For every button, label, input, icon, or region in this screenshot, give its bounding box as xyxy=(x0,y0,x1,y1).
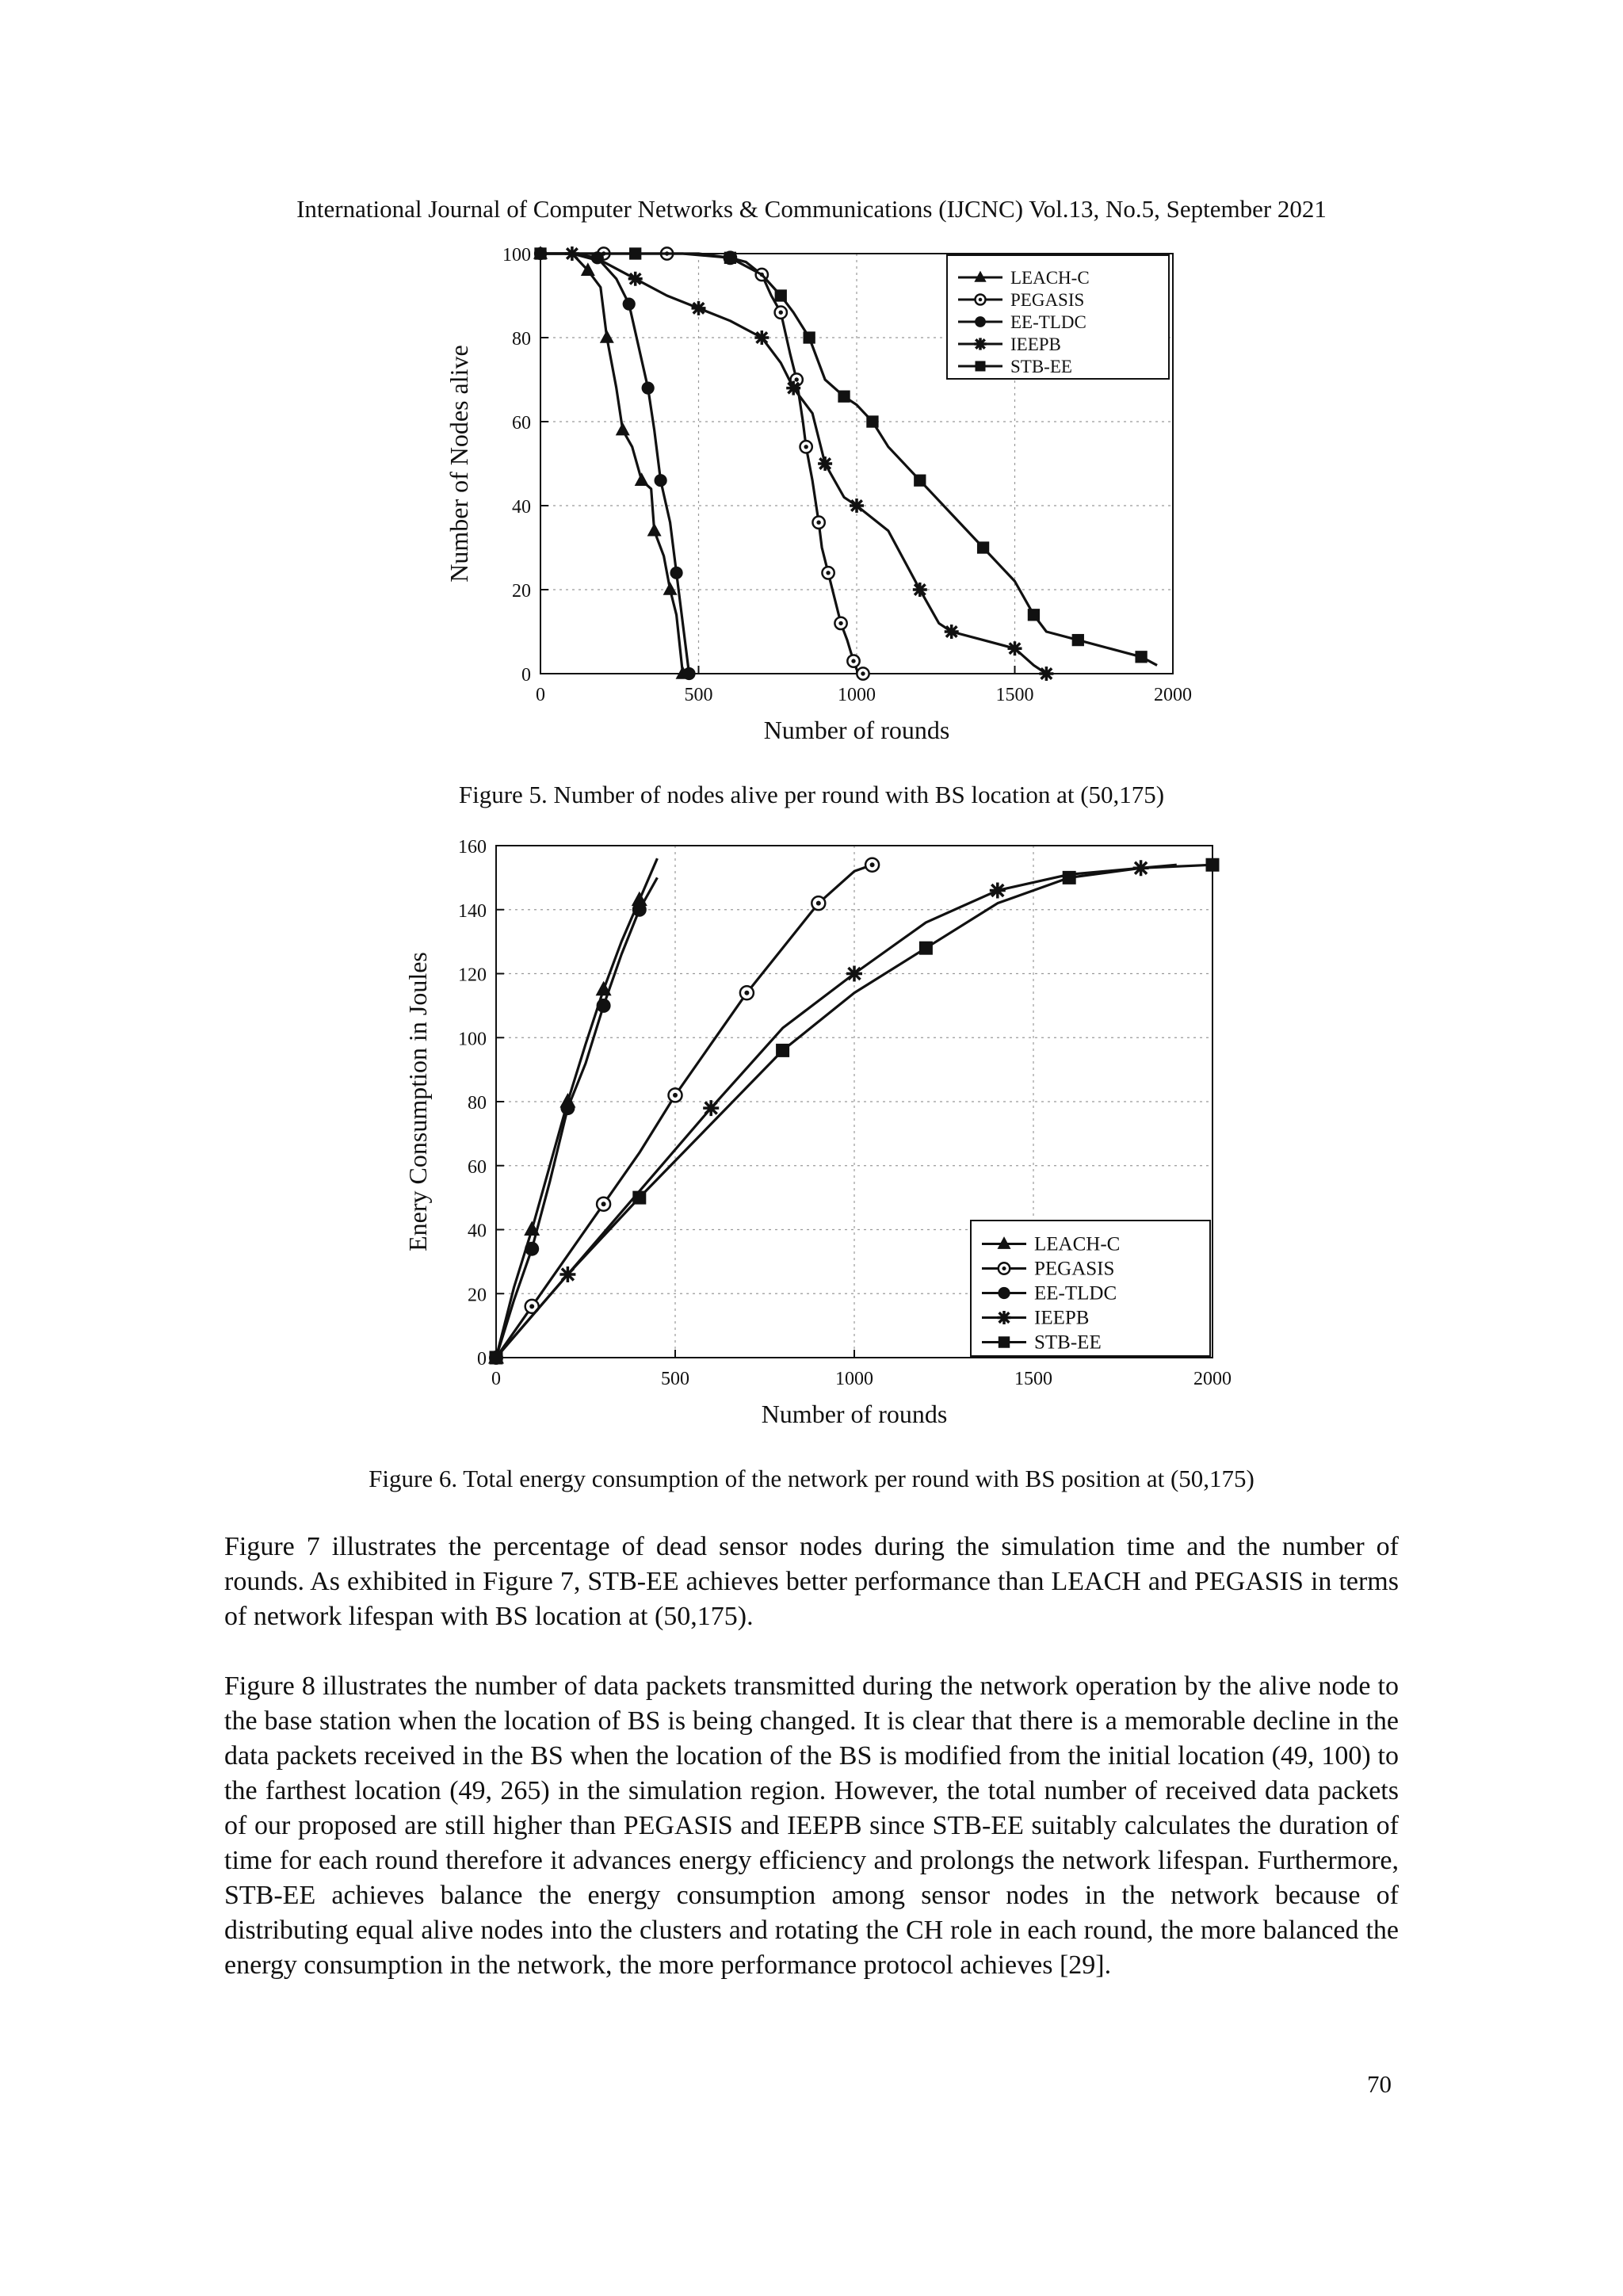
fig5-legend-marker-stb-ee xyxy=(975,361,985,371)
fig5-point-pegasis-center xyxy=(816,521,820,525)
fig6-point-stb-ee xyxy=(1063,871,1076,884)
figure6-caption: Figure 6. Total energy consumption of the network per round with BS position at (50,175) xyxy=(369,1465,1254,1492)
fig5-point-pegasis xyxy=(800,441,812,453)
fig5-point-pegasis xyxy=(847,655,859,667)
fig6-point-ee-tldc xyxy=(632,903,647,917)
fig5-line-ee-tldc xyxy=(540,254,689,674)
fig5-point-ee-tldc xyxy=(623,298,636,311)
figure6-chart xyxy=(396,828,1236,1431)
fig6-point-ee-tldc xyxy=(560,1101,575,1115)
fig5-ytick-label: 100 xyxy=(502,245,531,266)
fig6-point-pegasis-center xyxy=(529,1304,534,1308)
fig6-point-stb-ee xyxy=(632,1191,646,1205)
fig6-legend-label-pegasis: PEGASIS xyxy=(1034,1258,1115,1280)
fig6-xtick-label: 1000 xyxy=(835,1369,873,1389)
fig6-line-pegasis xyxy=(496,865,873,1358)
fig6-point-pegasis-center xyxy=(673,1093,678,1098)
fig6-point-ieepb xyxy=(990,883,1006,899)
fig5-point-ieepb xyxy=(945,625,959,639)
fig6-line-ee-tldc xyxy=(496,877,657,1358)
fig5-point-stb-ee xyxy=(1072,634,1084,646)
fig5-ytick-label: 80 xyxy=(512,329,531,350)
fig5-point-ieepb xyxy=(913,583,927,597)
fig5-point-pegasis xyxy=(775,307,787,319)
fig5-point-ieepb xyxy=(1039,667,1053,681)
fig6-ytick-label: 40 xyxy=(468,1221,487,1242)
fig6-ytick-label: 140 xyxy=(458,900,487,922)
fig5-point-stb-ee xyxy=(1135,651,1147,663)
fig6-ytick-label: 60 xyxy=(468,1156,487,1178)
fig5-legend-label-stb-ee: STB-EE xyxy=(1010,357,1072,376)
fig6-point-pegasis xyxy=(597,1198,610,1211)
fig5-point-ieepb xyxy=(850,499,864,513)
fig5-point-stb-ee xyxy=(629,247,641,259)
fig5-point-pegasis xyxy=(812,517,824,529)
fig6-point-ieepb xyxy=(703,1100,719,1116)
fig5-point-ieepb xyxy=(754,330,769,345)
fig5-point-ieepb xyxy=(628,272,643,286)
fig5-xtick-label: 2000 xyxy=(1154,685,1192,705)
journal-header: International Journal of Computer Networks & Communications (IJCNC) Vol.13, No.5, September 2021 xyxy=(296,195,1327,223)
fig6-xlabel: Number of rounds xyxy=(761,1400,948,1428)
fig6-point-pegasis-center xyxy=(601,1201,606,1206)
fig5-point-leach-c xyxy=(600,330,614,343)
fig5-legend xyxy=(947,255,1169,379)
fig6-xtick-label: 2000 xyxy=(1193,1369,1232,1389)
fig5-line-pegasis xyxy=(540,254,863,674)
fig5-point-pegasis-center xyxy=(826,571,830,575)
fig6-series-pegasis xyxy=(496,858,879,1358)
fig5-point-ieepb xyxy=(786,381,800,395)
fig5-legend-label-ee-tldc: EE-TLDC xyxy=(1010,312,1086,332)
fig5-point-stb-ee xyxy=(724,252,736,264)
fig6-legend-label-ieepb: IEEPB xyxy=(1034,1307,1090,1329)
fig5-point-stb-ee xyxy=(775,289,787,301)
fig5-point-pegasis-center xyxy=(861,671,865,675)
fig6-xtick-label: 0 xyxy=(491,1369,501,1389)
fig6-legend xyxy=(971,1221,1210,1356)
fig6-legend-marker-ee-tldc xyxy=(998,1287,1010,1299)
fig6-point-stb-ee xyxy=(776,1044,789,1057)
fig6-legend-label-leach-c: LEACH-C xyxy=(1034,1233,1121,1255)
paragraph-figure7: Figure 7 illustrates the percentage of dead sensor nodes during the simulation time and the number of rounds. As exhibited in Figure 7, STB-EE achieves better performance than LEACH and PEGASIS in terms of network lifespan with BS location at (50,175). xyxy=(224,1532,1399,1631)
fig5-ytick-label: 60 xyxy=(512,413,531,434)
page-number: 70 xyxy=(1367,2070,1392,2098)
fig6-ytick-label: 20 xyxy=(468,1285,487,1306)
fig5-point-pegasis-center xyxy=(851,659,855,663)
fig6-point-ee-tldc xyxy=(597,999,611,1013)
figure5-chart xyxy=(412,238,1212,761)
fig5-point-leach-c xyxy=(663,582,678,595)
fig5-point-stb-ee xyxy=(914,475,926,487)
fig6-point-stb-ee xyxy=(490,1351,503,1365)
fig5-line-leach-c xyxy=(540,254,683,674)
fig5-point-pegasis xyxy=(822,567,834,579)
fig5-ytick-label: 20 xyxy=(512,581,531,602)
fig6-point-pegasis xyxy=(669,1088,682,1102)
fig6-point-pegasis xyxy=(740,986,754,999)
fig6-ytick-label: 80 xyxy=(468,1093,487,1114)
fig5-point-leach-c xyxy=(647,523,662,537)
fig6-point-pegasis xyxy=(812,896,825,910)
fig6-point-ieepb xyxy=(846,966,862,982)
fig6-point-pegasis-center xyxy=(870,862,875,867)
fig5-ytick-label: 0 xyxy=(521,665,531,686)
fig5-point-ee-tldc xyxy=(682,667,695,680)
fig5-xtick-label: 1000 xyxy=(838,685,876,705)
fig6-ytick-label: 120 xyxy=(458,965,487,986)
fig5-point-pegasis xyxy=(857,667,869,679)
fig6-point-pegasis-center xyxy=(816,901,821,906)
fig5-point-stb-ee xyxy=(977,541,989,553)
fig5-point-ee-tldc xyxy=(642,382,655,395)
fig5-legend-label-leach-c: LEACH-C xyxy=(1010,268,1090,288)
fig6-point-ee-tldc xyxy=(525,1242,539,1256)
fig5-point-stb-ee xyxy=(866,415,878,427)
fig6-ylabel: Enery Consumption in Joules xyxy=(403,952,432,1251)
fig5-point-ieepb xyxy=(1008,641,1022,655)
fig5-xtick-label: 0 xyxy=(536,685,545,705)
fig6-series-ee-tldc xyxy=(489,877,657,1365)
fig5-ylabel: Number of Nodes alive xyxy=(445,345,473,583)
fig5-point-ieepb xyxy=(692,301,706,315)
fig6-point-pegasis xyxy=(865,858,879,872)
fig5-legend-marker-ieepb xyxy=(974,338,986,350)
fig6-point-stb-ee xyxy=(919,942,933,955)
fig6-legend-marker-stb-ee xyxy=(999,1336,1010,1347)
fig5-point-leach-c xyxy=(635,472,649,486)
fig5-legend-label-ieepb: IEEPB xyxy=(1010,334,1061,354)
fig5-series-leach-c xyxy=(533,246,690,679)
fig5-point-pegasis-center xyxy=(794,377,798,381)
fig5-point-ee-tldc xyxy=(670,567,682,579)
fig5-point-stb-ee xyxy=(838,391,850,403)
paragraph-figure8: Figure 8 illustrates the number of data packets transmitted during the network operation by the alive node to the base station when the location of BS is being changed. It is clear that there is a memorable decline in the data packets received in the BS when the location of the BS is modified from the initial location (49, 100) to the farthest location (49, 265) in the simulation region. However, the total number of received data packets of our proposed are still higher than PEGASIS and IEEPB since STB-EE suitably calculates the duration of time for each round therefore it advances energy efficiency and prolongs the network lifespan. Furthermore, STB-EE achieves balance the energy consumption among sensor nodes in the network because of distributing equal alive nodes into the clusters and rotating the CH role in each round, the more balanced the energy consumption in the network, the more performance protocol achieves [29]. xyxy=(224,1671,1399,1980)
fig5-point-stb-ee xyxy=(804,331,815,343)
fig6-legend-marker-pegasis xyxy=(999,1263,1010,1274)
fig6-ytick-label: 160 xyxy=(458,837,487,858)
fig6-point-stb-ee xyxy=(1206,858,1220,872)
figure5-caption: Figure 5. Number of nodes alive per round with BS location at (50,175) xyxy=(458,781,1165,808)
fig6-xtick-label: 1500 xyxy=(1014,1369,1052,1389)
fig5-legend-label-pegasis: PEGASIS xyxy=(1010,290,1085,310)
fig6-ytick-label: 0 xyxy=(477,1349,487,1370)
fig5-series-ee-tldc xyxy=(534,247,696,680)
fig5-ytick-label: 40 xyxy=(512,497,531,518)
fig6-legend-label-ee-tldc: EE-TLDC xyxy=(1034,1282,1117,1305)
fig5-xtick-label: 500 xyxy=(684,685,713,705)
fig5-point-pegasis xyxy=(834,617,846,629)
fig5-point-leach-c xyxy=(616,422,630,436)
fig5-legend-marker-pegasis xyxy=(975,294,985,304)
fig5-point-stb-ee xyxy=(534,247,546,259)
fig5-legend-marker-pegasis-center xyxy=(979,298,983,302)
fig5-point-ee-tldc xyxy=(655,474,667,487)
fig5-point-ieepb xyxy=(818,457,832,471)
fig6-legend-marker-pegasis-center xyxy=(1002,1266,1006,1270)
fig6-legend-label-stb-ee: STB-EE xyxy=(1034,1331,1102,1354)
fig6-xtick-label: 500 xyxy=(661,1369,689,1389)
fig5-xtick-label: 1500 xyxy=(995,685,1034,705)
fig6-legend-marker-ieepb xyxy=(998,1311,1011,1324)
fig6-point-pegasis-center xyxy=(744,991,749,995)
fig5-point-pegasis-center xyxy=(838,621,842,625)
fig6-ytick-label: 100 xyxy=(458,1029,487,1050)
fig5-xlabel: Number of rounds xyxy=(763,716,950,744)
fig5-legend-marker-ee-tldc xyxy=(975,316,986,327)
fig5-point-pegasis-center xyxy=(779,311,783,315)
fig5-point-stb-ee xyxy=(1028,609,1040,621)
fig5-point-pegasis-center xyxy=(804,445,808,449)
